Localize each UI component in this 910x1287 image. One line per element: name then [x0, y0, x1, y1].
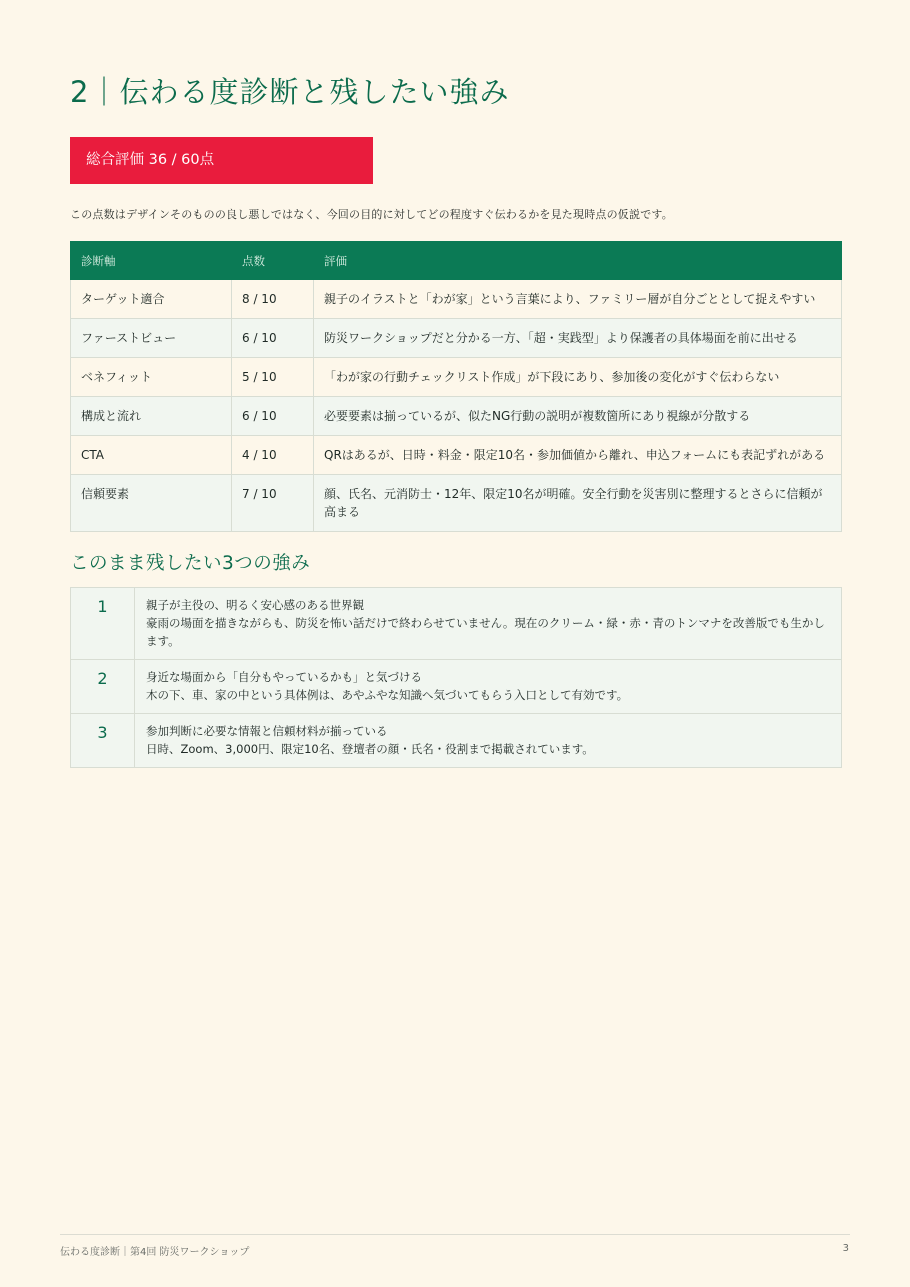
footer-divider: [60, 1234, 850, 1235]
strength-number: 1: [71, 588, 135, 660]
strength-text: 豪雨の場面を描きながらも、防災を怖い話だけで終わらせていません。現在のクリーム・緑・赤・青のトンマナを改善版でも生かします。: [146, 616, 825, 648]
table-row: [71, 397, 842, 436]
comment-cell: 顔、氏名、元消防士・12年、限定10名が明確。安全行動を災害別に整理するとさらに信頼が高まる: [314, 475, 842, 532]
score-cell: 4 / 10: [232, 436, 314, 475]
strength-text: 木の下、車、家の中という具体例は、あやふやな知識へ気づいてもらう入口として有効です。: [146, 688, 629, 702]
comment-cell: 必要要素は揃っているが、似たNG行動の説明が複数箇所にあり視線が分散する: [314, 397, 842, 436]
strength-title: 親子が主役の、明るく安心感のある世界観: [146, 598, 365, 612]
axis-cell: CTA: [71, 436, 232, 475]
comment-cell: 防災ワークショップだと分かる一方、「超・実践型」より保護者の具体場面を前に出せる: [314, 319, 842, 358]
axis-cell: 構成と流れ: [71, 397, 232, 436]
table-row: [71, 319, 842, 358]
table-row: [71, 280, 842, 319]
score-cell: 8 / 10: [232, 280, 314, 319]
comment-cell: 「わが家の行動チェックリスト作成」が下段にあり、参加後の変化がすぐ伝わらない: [314, 358, 842, 397]
column-header-score: 点数: [232, 242, 314, 280]
column-header-axis: 診断軸: [71, 242, 232, 280]
footer-title: 伝わる度診断｜第4回 防災ワークショップ: [60, 1247, 250, 1258]
table-row: [71, 436, 842, 475]
table-row: [71, 358, 842, 397]
strength-title: 参加判断に必要な情報と信頼材料が揃っている: [146, 724, 388, 738]
strength-body: [135, 714, 842, 768]
score-cell: 6 / 10: [232, 319, 314, 358]
score-cell: 7 / 10: [232, 475, 314, 532]
evaluation-table: [70, 241, 842, 532]
strength-item: [71, 714, 842, 768]
strength-item: [71, 660, 842, 714]
strength-title: 身近な場面から「自分もやっているかも」と気づける: [146, 670, 422, 684]
score-cell: 6 / 10: [232, 397, 314, 436]
strengths-table: [70, 587, 842, 768]
score-note: この点数はデザインそのものの良し悪しではなく、今回の目的に対してどの程度すぐ伝わるかを見た現時点の仮説です。: [70, 208, 673, 221]
strength-text: 日時、Zoom、3,000円、限定10名、登壇者の顔・氏名・役割まで掲載されています。: [146, 742, 594, 756]
page-title: 2｜伝わる度診断と残したい強み: [70, 75, 510, 109]
strength-body: [135, 588, 842, 660]
axis-cell: ファーストビュー: [71, 319, 232, 358]
comment-cell: 親子のイラストと「わが家」という言葉により、ファミリー層が自分ごととして捉えやすい: [314, 280, 842, 319]
page-number: 3: [842, 1243, 849, 1254]
strength-item: [71, 588, 842, 660]
score-cell: 5 / 10: [232, 358, 314, 397]
strength-number: 2: [71, 660, 135, 714]
strength-number: 3: [71, 714, 135, 768]
comment-cell: QRはあるが、日時・料金・限定10名・参加価値から離れ、申込フォームにも表記ずれがある: [314, 436, 842, 475]
strengths-heading: このまま残したい3つの強み: [70, 553, 311, 574]
table-row: [71, 475, 842, 532]
column-header-comment: 評価: [314, 242, 842, 280]
axis-cell: ベネフィット: [71, 358, 232, 397]
table-header-row: [71, 242, 842, 280]
total-score-banner: 総合評価 36 / 60点: [70, 137, 373, 184]
axis-cell: 信頼要素: [71, 475, 232, 532]
axis-cell: ターゲット適合: [71, 280, 232, 319]
strength-body: [135, 660, 842, 714]
